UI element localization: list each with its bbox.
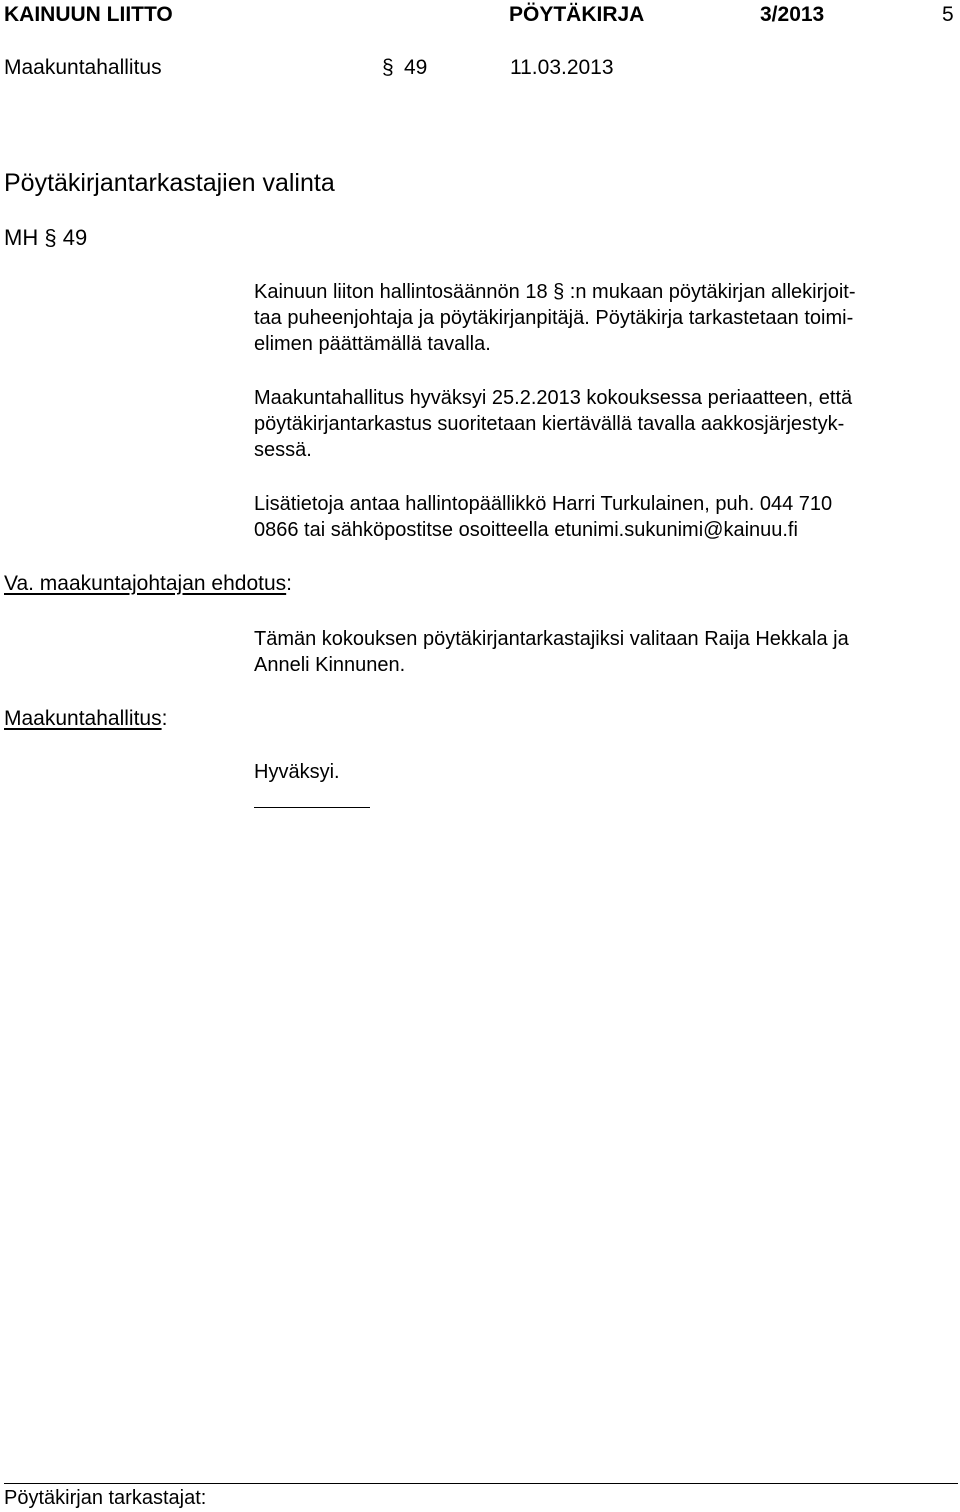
meeting-body: Maakuntahallitus xyxy=(4,56,162,79)
text-line: Lisätietoja antaa hallintopäällikkö Harri Turkulainen, puh. 044 710 xyxy=(254,493,833,515)
paragraph-contact xyxy=(254,491,954,543)
paragraph-decision xyxy=(254,759,954,785)
text-line: Maakuntahallitus hyväksyi 25.2.2013 kokouksessa periaatteen, että xyxy=(254,387,853,409)
paragraph-principle xyxy=(254,385,954,463)
section-number: 49 xyxy=(404,56,428,79)
footer-reviewers-label: Pöytäkirjan tarkastajat: xyxy=(4,1487,207,1509)
section-label xyxy=(4,225,87,251)
page-title: Pöytäkirjantarkastajien valinta xyxy=(4,169,335,197)
section-prefix: MH xyxy=(4,225,39,250)
page-number: 5 xyxy=(942,3,954,26)
section-label-sign: § xyxy=(44,225,57,250)
proposal-label xyxy=(4,571,292,597)
section-sign: § xyxy=(382,56,394,79)
text-line: 0866 tai sähköpostitse osoitteella etunimi.sukunimi@kainuu.fi xyxy=(254,519,798,541)
text-line: sessä. xyxy=(254,439,312,461)
text-line: elimen päättämällä tavalla. xyxy=(254,333,491,355)
text-line: Kainuun liiton hallintosäännön 18 § :n mukaan pöytäkirjan allekirjoit- xyxy=(254,281,856,303)
meeting-date: 11.03.2013 xyxy=(510,56,614,79)
document-type: PÖYTÄKIRJA xyxy=(509,3,645,26)
decision-text: Hyväksyi. xyxy=(254,761,340,783)
proposal-label-text: Va. maakuntajohtajan ehdotus xyxy=(4,572,287,595)
document-number: 3/2013 xyxy=(760,3,825,26)
section-label-number: 49 xyxy=(62,225,88,250)
decision-end-rule xyxy=(254,807,370,808)
paragraph-proposal xyxy=(254,626,954,678)
org-name: KAINUUN LIITTO xyxy=(4,3,173,26)
text-line: pöytäkirjantarkastus suoritetaan kiertävällä tavalla aakkosjärjestyk- xyxy=(254,413,845,435)
decision-label-text: Maakuntahallitus xyxy=(4,707,162,730)
label-colon: : xyxy=(161,707,168,730)
text-line: Tämän kokouksen pöytäkirjantarkastajiksi valitaan Raija Hekkala ja xyxy=(254,628,849,650)
decision-label xyxy=(4,706,167,732)
paragraph-rules xyxy=(254,279,954,357)
text-line: taa puheenjohtaja ja pöytäkirjanpitäjä. Pöytäkirja tarkastetaan toimi- xyxy=(254,307,854,329)
footer-divider xyxy=(4,1483,958,1484)
text-line: Anneli Kinnunen. xyxy=(254,654,406,676)
label-colon: : xyxy=(286,572,292,595)
